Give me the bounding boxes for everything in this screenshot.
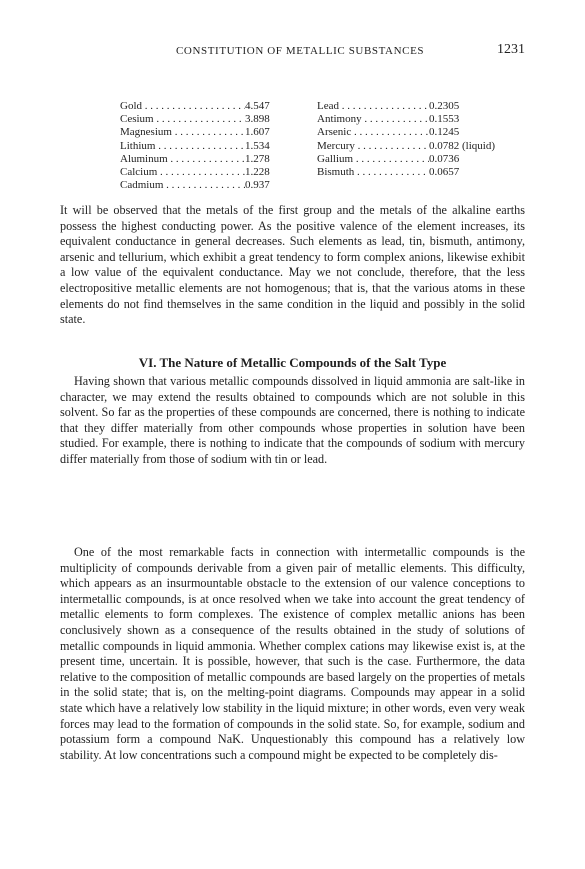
conductance-value: 0.1553 <box>429 113 460 126</box>
element-name: Antimony . . . <box>317 113 429 126</box>
conductance-table <box>120 100 520 192</box>
table-row <box>120 166 520 179</box>
element-name: Magnesium . . . <box>120 126 245 139</box>
running-title: CONSTITUTION OF METALLIC SUBSTANCES <box>176 45 425 57</box>
element-name: Aluminum . . . <box>120 153 245 166</box>
conductance-value: 0.1245 <box>429 126 460 139</box>
conductance-value: 0.937 <box>245 179 270 192</box>
table-row <box>120 100 520 113</box>
table-row <box>120 153 520 166</box>
table-row <box>120 126 520 139</box>
element-name: Gallium . . . <box>317 153 429 166</box>
element-name: Cesium . . . <box>120 113 245 126</box>
body-paragraph: It will be observed that the metals of the first group and the metals of the alkaline earths possess the highest conducting power. As the positive valence of the element increases, its equivalent conductance in general decreases. Such elements as lead, tin, bismuth, antimony, arsenic and tellurium, which exhibit a great tendency to form complex anions, likewise exhibit a low value of the equivalent conductance. May we not conclude, therefore, that the less electropositive metallic elements are not homogenous; that is, that the various atoms in these elements do not find themselves in the same condition in the liquid and possibly in the solid state. <box>60 203 525 327</box>
conductance-value: 1.278 <box>245 152 270 165</box>
conductance-value: 3.898 <box>245 113 270 126</box>
conductance-value: 0.2305 <box>429 100 460 112</box>
page-header <box>60 44 525 60</box>
conductance-value: 0.0657 <box>429 165 460 178</box>
conductance-value: 1.228 <box>245 165 270 178</box>
conductance-value: 0.0782 (liquid) <box>429 139 495 152</box>
body-paragraph: One of the most remarkable facts in connection with intermetallic compounds is the multiplicity of compounds derivable from a given pair of metallic elements. This difficulty, which appears as an insurmountable obstacle to the extension of our valence conceptions to intermetallic compounds, is at once resolved when we take into account the great tendency of metallic elements to form complexes. The existence of complex metallic anions has been conclusively shown as a consequence of the results obtained in the study of solutions of metallic compounds in liquid ammonia. Whether complex cations may likewise exist is, at the present time, uncertain. It is possible, however, that such is the case. Furthermore, the data relative to the composition of metallic compounds are based largely on the properties of metals in the solid state; that is, on the melting-point diagrams. Compounds may appear in a solid state which have a relatively low stability in the liquid mixture; in other words, even very weak forces may lead to the formation of compounds in the solid state. So, for example, sodium and potassium form a compound NaK. Unquestionably this compound has a relatively low stability. At low concentrations such a compound might be expected to be completely dis- <box>60 545 525 762</box>
conductance-value: 1.607 <box>245 126 270 139</box>
element-name: Gold . . . <box>120 100 245 113</box>
page-number: 1231 <box>497 42 525 57</box>
element-name: Calcium . . . <box>120 166 245 179</box>
conductance-value: 0.0736 <box>429 152 460 165</box>
section-heading: VI. The Nature of Metallic Compounds of the Salt Type <box>138 355 447 370</box>
element-name: Bismuth . . . <box>317 166 429 179</box>
element-name: Cadmium . . . <box>120 179 245 192</box>
table-row <box>120 140 520 153</box>
conductance-value: 1.534 <box>245 139 270 152</box>
element-name: Lithium . . . <box>120 140 245 153</box>
conductance-value: 4.547 <box>245 100 270 112</box>
element-name: Mercury . . . <box>317 140 429 153</box>
element-name: Arsenic . . . <box>317 126 429 139</box>
element-name: Lead . . . <box>317 100 429 113</box>
table-row <box>120 113 520 126</box>
table-row <box>120 179 520 192</box>
body-paragraph: Having shown that various metallic compounds dissolved in liquid ammonia are salt-like in character, we may extend the results obtained to compounds which are not soluble in this solvent. So far as the properties of these compounds are concerned, there is nothing to indicate that they differ materially from other compounds whose properties in solution have been studied. For example, there is nothing to indicate that the compounds of sodium with mercury differ materially from those of sodium with tin or lead. <box>60 374 525 466</box>
